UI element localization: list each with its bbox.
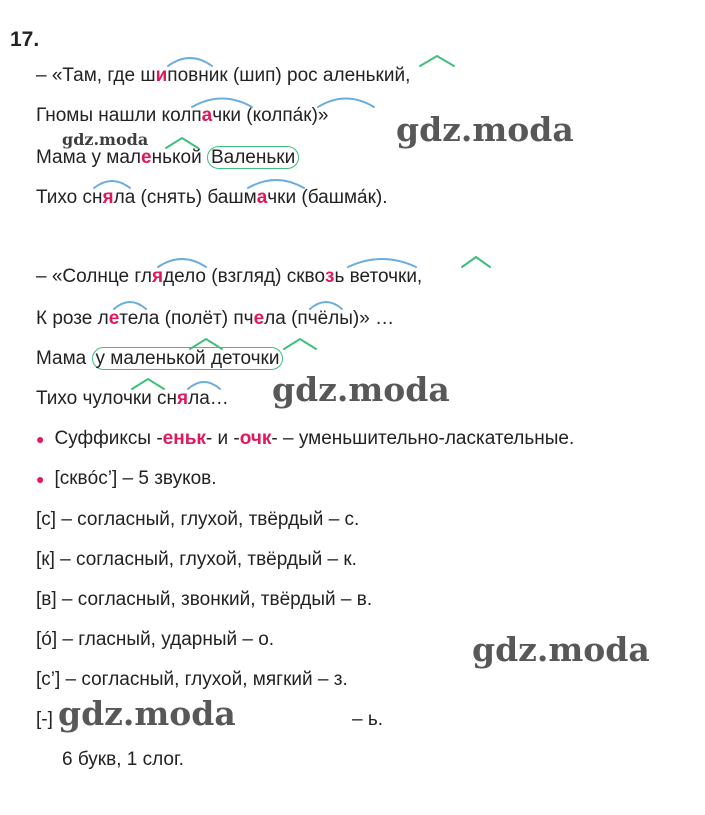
- sound-line: [с’] – согласный, глухой, мягкий – з.: [36, 669, 348, 690]
- watermark: gdz.moda: [272, 370, 450, 409]
- sound-line-end: – ь.: [352, 709, 384, 730]
- poem-line: Гномы нашли колпачки (колпа́к)»: [36, 105, 329, 126]
- summary-line: 6 букв, 1 слог.: [62, 749, 184, 770]
- poem-line: Тихо чулочки сняла…: [36, 388, 229, 409]
- poem-line: – «Солнце глядело (взгляд) сквозь веточки,: [36, 266, 423, 287]
- task-number: 17.: [10, 28, 40, 51]
- highlighted-phrase: у маленькой деточки: [92, 347, 284, 370]
- bullet-icon: ●: [36, 431, 45, 447]
- sound-line: [-]: [36, 709, 53, 730]
- poem-line: Тихо сняла (снять) башмачки (башма́к).: [36, 187, 388, 208]
- watermark: gdz.moda: [62, 130, 149, 149]
- sound-line: [в] – согласный, звонкий, твёрдый – в.: [36, 589, 373, 610]
- suffix-mark: [284, 339, 316, 349]
- poem-line: К розе летела (полёт) пчела (пчёлы)» …: [36, 308, 395, 329]
- sound-line: [к] – согласный, глухой, твёрдый – к.: [36, 549, 357, 570]
- poem-line: Мама у маленькой деточки: [36, 347, 283, 371]
- sound-line: [ó] – гласный, ударный – о.: [36, 629, 275, 650]
- highlighted-phrase: Валеньки: [207, 146, 299, 169]
- suffix-mark: [462, 257, 490, 267]
- watermark: gdz.moda: [58, 694, 236, 733]
- note-suffixes: ● Суффиксы -еньк- и -очк- – уменьшительно-ласкательные.: [36, 428, 575, 449]
- sound-line: [с] – согласный, глухой, твёрдый – с.: [36, 509, 360, 530]
- suffix-mark: [420, 56, 454, 66]
- poem-line: – «Там, где шиповник (шип) рос аленький,: [36, 65, 411, 86]
- note-sounds: ● [сквóс’] – 5 звуков.: [36, 468, 217, 489]
- poem-line: Мама у маленькой Валеньки: [36, 146, 299, 170]
- watermark: gdz.moda: [472, 630, 650, 669]
- watermark: gdz.moda: [396, 110, 574, 149]
- bullet-icon: ●: [36, 471, 45, 487]
